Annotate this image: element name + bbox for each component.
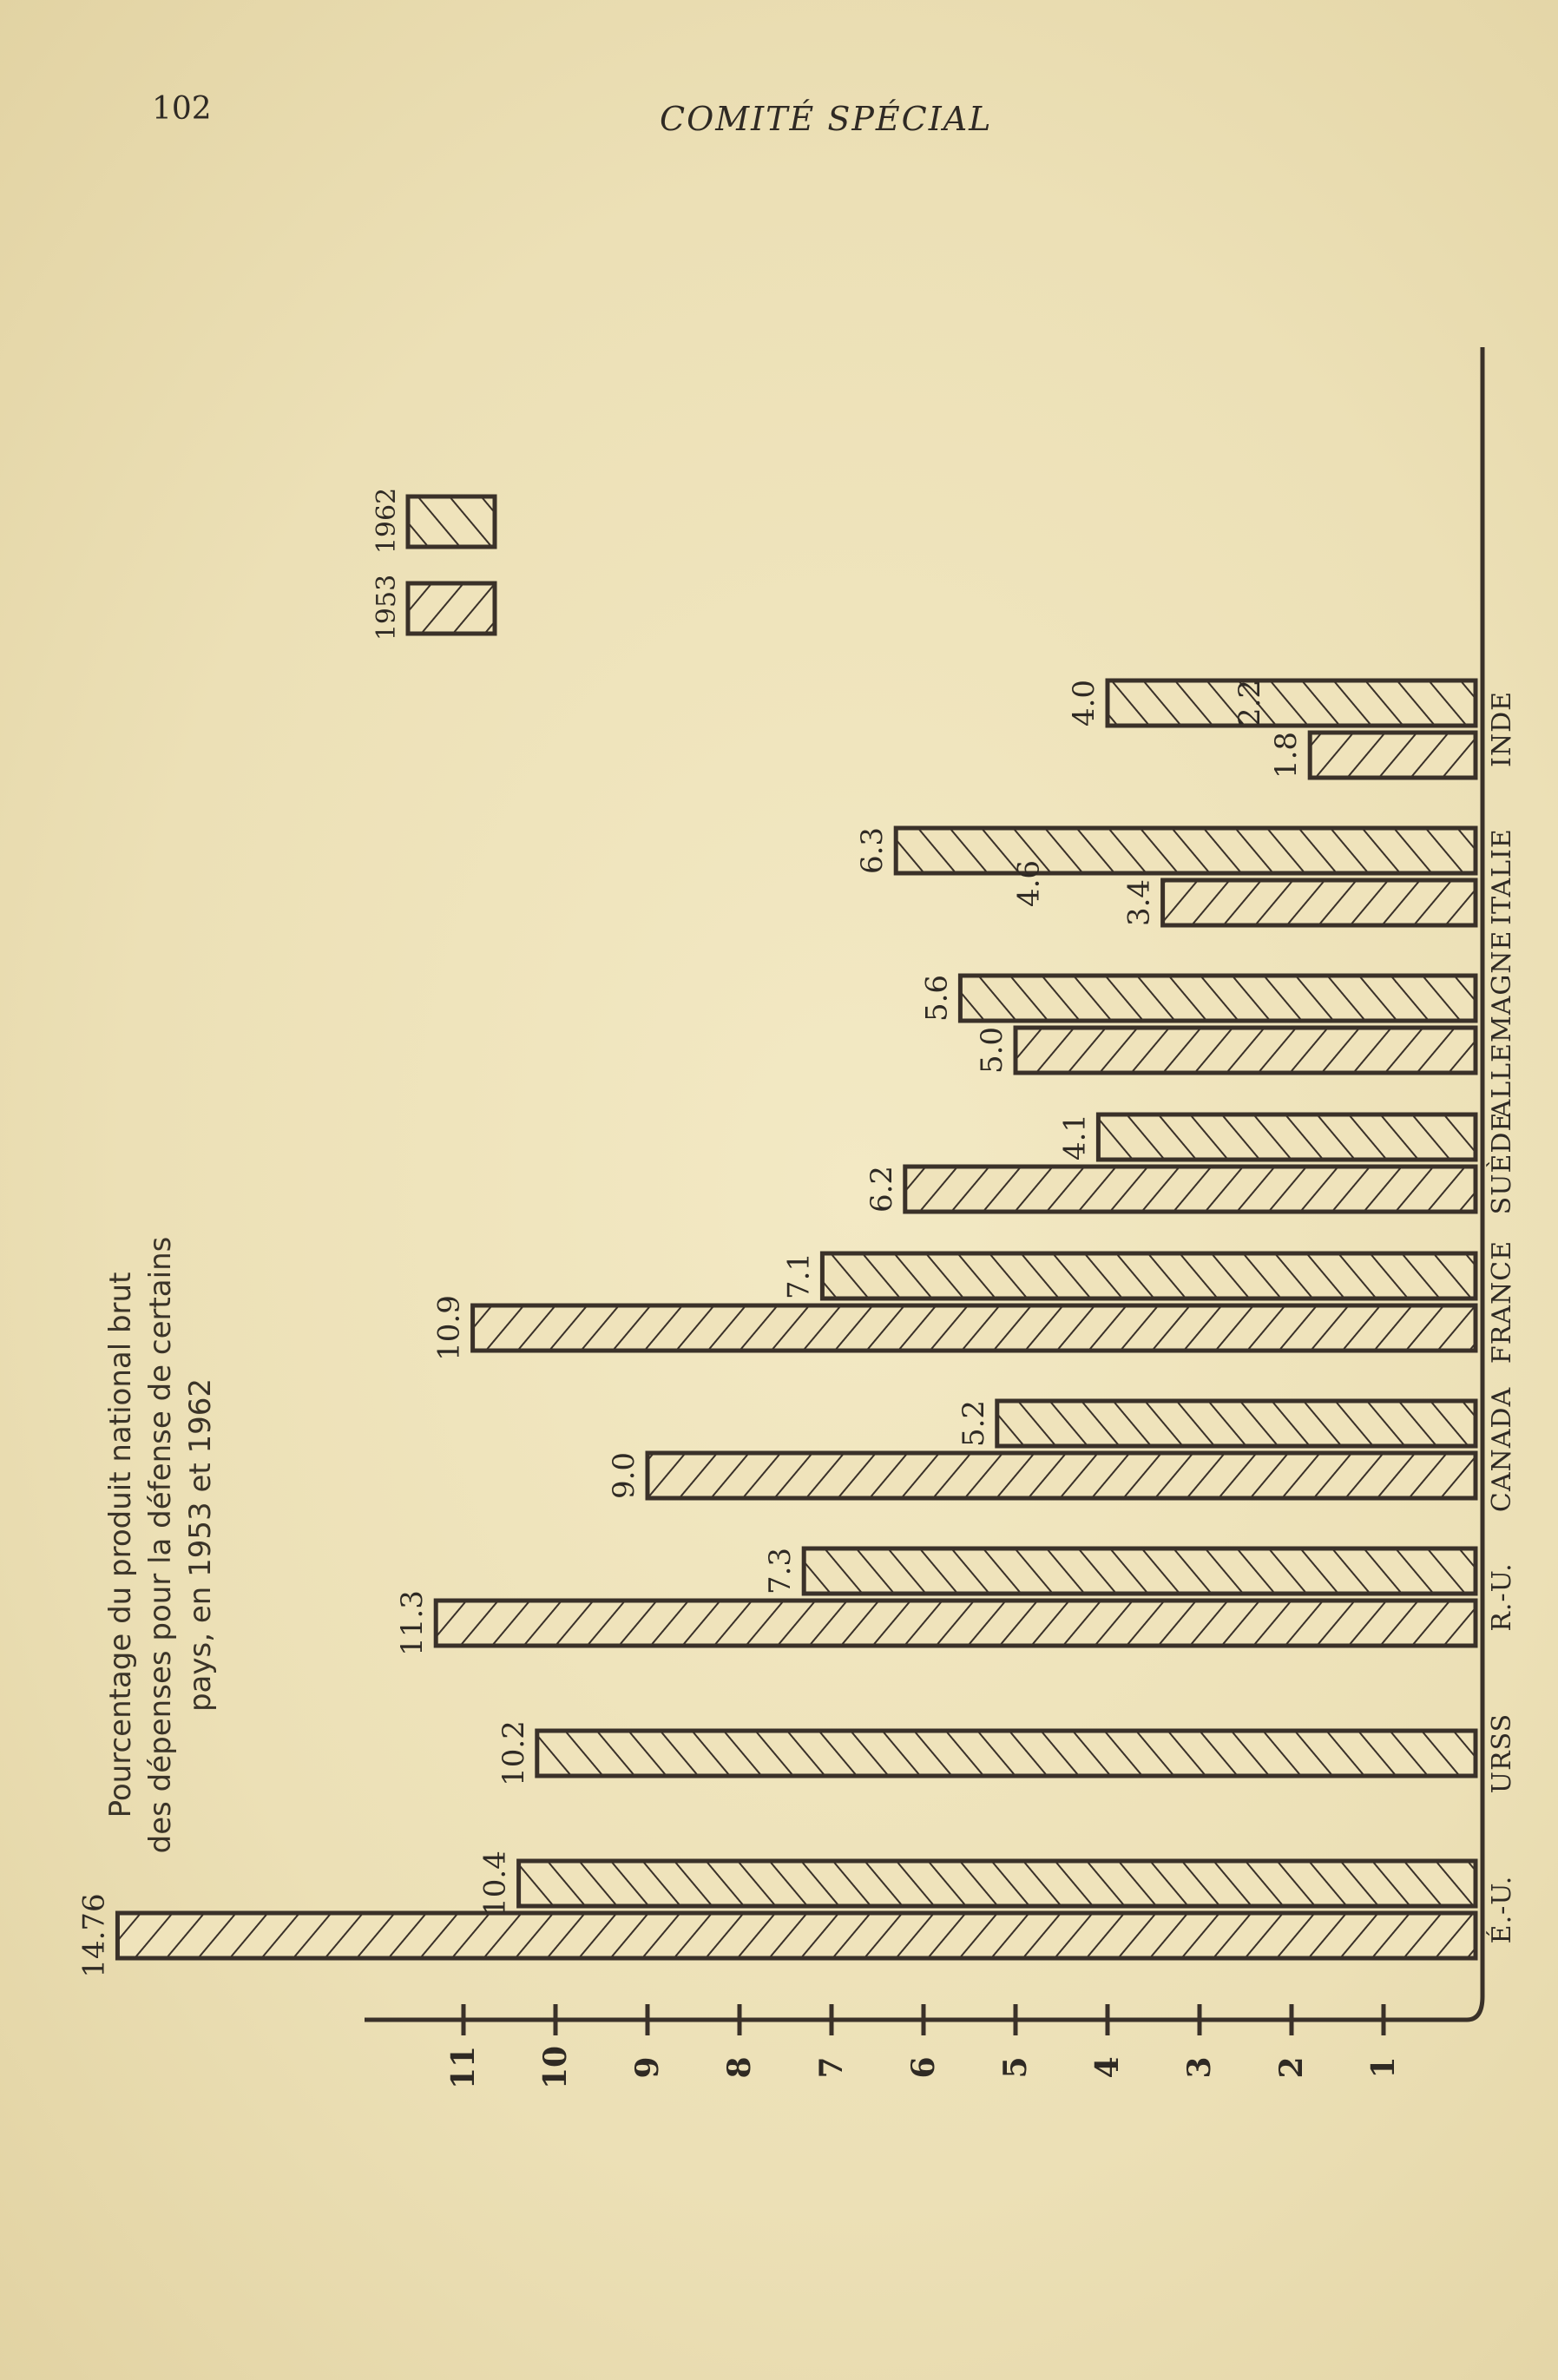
category-label: CANADA	[1487, 1386, 1517, 1513]
data-label-1962: 7.1	[781, 1252, 817, 1300]
bar-1962	[960, 976, 1476, 1021]
data-label-1962: 6.3	[855, 826, 891, 875]
tick-group	[445, 2004, 1402, 2089]
legend-swatch-1953	[408, 583, 495, 634]
category-label: INDE	[1487, 690, 1517, 768]
data-label-1953: 3.4	[1121, 878, 1157, 927]
legend-swatch-1962	[408, 496, 495, 547]
bar-1953	[1163, 880, 1476, 925]
bar-1953	[473, 1305, 1476, 1351]
bar-1962	[896, 828, 1476, 873]
data-label-1962: 10.2	[496, 1720, 531, 1786]
category-label: SUÈDE	[1487, 1111, 1517, 1215]
page-number: 102	[152, 91, 212, 127]
category-label: URSS	[1487, 1713, 1517, 1794]
bar-1962	[997, 1401, 1476, 1446]
tick-label: 6	[905, 2056, 942, 2079]
category-label: ALLEMAGNE	[1487, 930, 1517, 1119]
bar-1962	[1108, 680, 1476, 726]
bar-1953	[117, 1913, 1476, 1958]
bar-1953	[905, 1167, 1476, 1212]
data-label-1953: 6.2	[864, 1165, 899, 1213]
tick-label: 11	[445, 2045, 482, 2090]
legend-label: 1962	[371, 487, 402, 555]
extra-data-label: 4.6	[1011, 859, 1047, 908]
legend	[371, 488, 495, 641]
extra-data-label: 2.2	[1232, 679, 1267, 727]
tick-label: 8	[721, 2056, 758, 2079]
chart-title-line-1: Pourcentage du produit national brut	[103, 1272, 138, 1818]
data-label-1953: 14.76	[76, 1893, 112, 1978]
bar-1962	[519, 1861, 1476, 1906]
bar-1962	[804, 1548, 1476, 1594]
category-label: ITALIE	[1487, 828, 1517, 925]
running-head: COMITÉ SPÉCIAL	[660, 100, 993, 138]
tick-label: 5	[997, 2056, 1034, 2079]
bar-1962	[1098, 1114, 1476, 1160]
data-label-1953: 11.3	[395, 1590, 431, 1656]
tick-label: 4	[1089, 2056, 1126, 2079]
bar-1962	[537, 1731, 1476, 1776]
data-label-1953: 5.0	[975, 1026, 1009, 1075]
chart-title	[103, 1237, 218, 1854]
tick-label: 7	[813, 2056, 850, 2079]
data-label-1962: 5.6	[919, 974, 955, 1022]
chart-title-line-2: des dépenses pour la défense de certains	[143, 1236, 178, 1854]
legend-label: 1953	[371, 574, 402, 641]
data-label-1953: 1.8	[1269, 731, 1305, 779]
bar-1953	[1310, 733, 1476, 778]
bar-1962	[822, 1253, 1476, 1298]
category-label: FRANCE	[1487, 1239, 1517, 1364]
bar-1953	[648, 1453, 1476, 1498]
tick-label: 10	[537, 2045, 574, 2090]
chart-title-line-3: pays, en 1953 et 1962	[183, 1377, 218, 1713]
tick-label: 3	[1181, 2056, 1218, 2079]
data-label-1962: 10.4	[477, 1851, 513, 1916]
bar-group	[117, 680, 1476, 1958]
data-label-1953: 9.0	[607, 1451, 641, 1500]
tick-label: 2	[1273, 2056, 1310, 2079]
data-label-1962: 4.0	[1067, 679, 1101, 727]
data-label-1962: 4.1	[1057, 1113, 1093, 1161]
tick-label: 1	[1365, 2056, 1402, 2079]
category-label: R.-U.	[1487, 1562, 1517, 1632]
category-label: É.-U.	[1487, 1875, 1517, 1944]
tick-label: 9	[629, 2056, 666, 2079]
data-label-1962: 5.2	[956, 1399, 991, 1448]
data-label-1953: 10.9	[431, 1295, 467, 1361]
data-label-1962: 7.3	[763, 1547, 799, 1595]
bar-1953	[1016, 1028, 1476, 1073]
bar-1953	[436, 1601, 1476, 1646]
